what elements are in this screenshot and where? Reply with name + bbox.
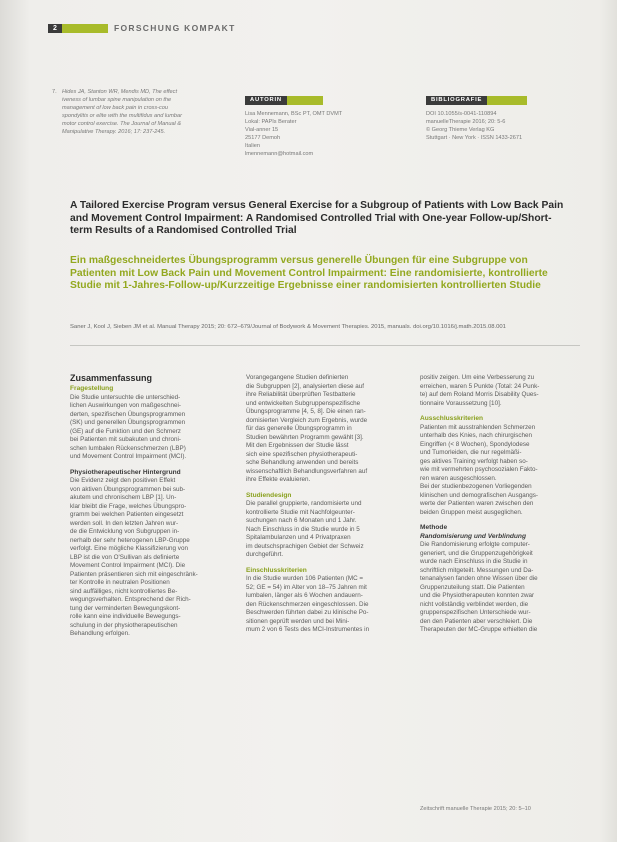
article-title-english: A Tailored Exercise Program versus General Exercise for a Subgroup of Patients with Low Back Pain and Movement Control Impairment: A Randomised Controlled Trial with One-year Follow-up/Short-term Results of a Randomised Controlled Trial — [70, 200, 564, 236]
text-line: sind auffälliges, nicht kontrolliertes Be- — [70, 587, 178, 595]
summary-heading: Zusammenfassung — [70, 373, 153, 383]
text-line: generiert, und die Gruppenzugehörigkeit — [420, 549, 533, 557]
author-label: AUTORIN — [245, 96, 287, 105]
text-line: LBP ist die von O'Sullivan als definierte — [70, 553, 180, 561]
author-box — [245, 96, 395, 158]
text-line: werte der Patienten waren zwischen den — [420, 500, 534, 507]
reference-line: Manipulative Therapy. 2016; 17: 237-245. — [62, 129, 166, 135]
text-line: Studien bewährten Programm gewählt [3]. — [246, 433, 364, 441]
text-line: Bei der studienbezogenen Vorliegenden — [420, 483, 532, 490]
text-line: Movement Control Impairment (MCI). Die — [70, 562, 186, 569]
text-line: Die Studie untersuchte die unterschied- — [70, 393, 181, 401]
text-line: domisierten Vergleich zum Ergebnis, wurde — [246, 416, 368, 424]
subheading-background: Physiotherapeutischer Hintergrund — [70, 468, 181, 476]
text-line: und die Physiotherapeuten konnten zwar — [420, 592, 535, 599]
text-line: (SK) und generellen Übungsprogrammen — [70, 419, 186, 426]
paragraph-prior-studies — [246, 374, 408, 485]
author-accent-bar — [287, 96, 323, 105]
bibliography-line: © Georg Thieme Verlag KG — [426, 127, 495, 133]
author-line: Vial-anner 15 — [245, 127, 279, 133]
text-line: suchungen nach 6 Monaten und 1 Jahr. — [246, 517, 357, 524]
column-3 — [420, 374, 585, 635]
text-line: Mit den Ergebnissen der Studie lässt — [246, 442, 349, 449]
header-accent-bar — [62, 24, 108, 33]
author-line: Lokal: PAPIs Berater — [245, 119, 297, 125]
bibliography-line: Stuttgart · New York · ISSN 1433-2671 — [426, 135, 523, 141]
text-line: tenanalysen fanden ohne Wissen über die — [420, 575, 538, 582]
subheading-method: Methode — [420, 524, 448, 531]
article-title-german: Ein maßgeschneidertes Übungsprogramm versus generelle Übungen für eine Subgruppe von Patienten mit Low Back Pain und Movement Control Impairment: Eine randomisierte, kontrollierte Studie mit 1-Jahres-Follow-up/Kurzzeitige Ergebnisse einer randomisierten kontrollierten Studie — [70, 255, 548, 291]
text-line: Gruppenzuteilung statt. Die Patienten — [420, 583, 525, 591]
text-line: Eingriffen (< 8 Wochen), Spondylodese — [420, 440, 530, 448]
text-line: klinischen und demografischen Ausgangs- — [420, 491, 538, 499]
author-line: Italien — [245, 143, 260, 149]
text-line: akutem und chronischem LBP [1]. Un- — [70, 494, 177, 501]
text-line: erreichen, waren 5 Punkte (Total: 24 Punk- — [420, 382, 540, 390]
text-line: Therapeuten der MC-Gruppe erhielten die — [420, 626, 538, 633]
text-line: und entwickelten Subgruppenspezifische — [246, 399, 361, 407]
subheading-exclusion: Ausschlusskriterien — [420, 415, 484, 422]
subheading-question: Fragestellung — [70, 385, 114, 392]
text-line: sich eine spezifischen physiotherapeuti- — [246, 450, 358, 458]
author-line: 25177 Demoh — [245, 135, 281, 141]
text-line: Patienten mit ausstrahlenden Schmerzen — [420, 423, 536, 431]
text-line: nerhalb der sehr heterogenen LBP-Gruppe — [70, 536, 190, 544]
text-line: de die Entwicklung von Subgruppen in- — [70, 528, 180, 535]
reference-7 — [52, 88, 232, 136]
text-line: te) auf dem Roland Morris Disability Ques- — [420, 391, 539, 398]
text-line: im deutschsprachigen Gebiet der Schweiz — [246, 542, 364, 550]
article-citation: Saner J, Kool J, Sieben JM et al. Manual Therapy 2015; 20: 672–679/Journal of Bodywork & Movement Therapies. 2015, manuals. doi.org/10.1016/j.math.2015.08.001 — [70, 324, 506, 330]
paragraph-rmdq — [420, 374, 585, 408]
text-line: den den Patienten aber verschleiert. Die — [420, 617, 533, 625]
text-line: klar bleibt die Frage, welches Übungspro- — [70, 502, 187, 510]
text-line: Die Randomisierung erfolgte computer- — [420, 541, 530, 548]
reference-line: Hides JA, Stanton WR, Mendis MD, The effect — [62, 89, 178, 95]
text-line: ges aktives Training verfolgt haben so- — [420, 457, 528, 465]
text-line: Übungsprogramme [4, 5, 8]. Die einen ran- — [246, 408, 366, 415]
text-line: sche Behandlung anwenden und bereits — [246, 459, 359, 466]
column-2 — [246, 374, 408, 635]
text-line: sitionen geprüft werden und bei Mini- — [246, 617, 350, 625]
text-line: wissenschaftlich Behandlungsverfahren auf — [246, 467, 368, 475]
section-title: FORSCHUNG KOMPAKT — [114, 23, 236, 33]
bibliography-line: manuelleTherapie 2016; 20: 5-6 — [426, 119, 506, 125]
text-line: wurde nach Einschluss in die Studie in — [420, 558, 528, 565]
text-line: ihre Reliabilität überprüften Testbatterie — [246, 391, 356, 398]
text-line: Nach Einschluss in die Studie wurde in 5 — [246, 525, 360, 533]
text-line: wie mit vermehrten psychosozialen Fakto- — [420, 466, 538, 473]
reference-line: spondylitis or elite with the multifidus and lumbar — [62, 113, 183, 119]
text-line: beiden Gruppen meist ausgeglichen. — [420, 508, 523, 516]
subheading-randomisation: Randomisierung und Verblindung — [420, 532, 526, 540]
text-line: schen lumbalen Rückenschmerzen (LBP) — [70, 444, 186, 452]
text-line: ihre Effekte evaluieren. — [246, 476, 311, 483]
text-line: kontrollierte Studie mit Nachfolgeunter- — [246, 508, 355, 516]
subheading-inclusion: Einschlusskriterien — [246, 566, 307, 574]
text-line: In die Studie wurden 106 Patienten (MC = — [246, 575, 364, 582]
text-line: verfolgt. Eine mögliche Klassifizierung von — [70, 545, 188, 552]
paragraph-inclusion — [246, 575, 408, 635]
text-line: gruppenspezifischen Unterschiede wur- — [420, 609, 531, 616]
text-line: werden soll. In den letzten Jahren wur- — [70, 519, 179, 527]
column-1 — [70, 373, 230, 639]
text-line: Vorangegangene Studien definierten — [246, 374, 349, 381]
text-line: Behandlung erfolgen. — [70, 630, 130, 637]
bibliography-doi: DOI 10.1055/s-0041-110894 — [426, 111, 497, 117]
paragraph-exclusion — [420, 424, 585, 518]
text-line: Beschwerden führten dabei zu klinische Po- — [246, 609, 369, 616]
text-line: die Subgruppen [2], analysierten diese auf — [246, 382, 364, 390]
text-line: und Tumorleiden, die nur regelmäßi- — [420, 449, 522, 456]
text-line: lumbalen, länger als 6 Wochen andauern- — [246, 592, 363, 599]
paragraph-background — [70, 477, 230, 639]
text-line: tung der verminderten Bewegungskont- — [70, 604, 181, 612]
text-line: mum 2 von 6 Tests des MCI-Instrumentes in — [246, 626, 370, 633]
text-line: tionnaire Voraussetzung [10]. — [420, 399, 502, 407]
reference-number: 7. — [52, 89, 57, 95]
text-line: unterhalb des Knies, nach chirurgischen — [420, 432, 533, 439]
text-line: schulung in der physiotherapeutischen — [70, 621, 178, 629]
text-line: (GE) auf die Funktion und den Schmerz — [70, 427, 181, 435]
text-line: gramm bei welchen Patienten eingesetzt — [70, 511, 184, 518]
text-line: ren waren ausgeschlossen. — [420, 474, 497, 482]
bibliography-box — [426, 96, 576, 142]
page-number: 2 — [48, 24, 62, 33]
bibliography-accent-bar — [487, 96, 527, 105]
reference-line: motor control exercise. The Journal of Manual & — [62, 121, 182, 127]
text-line: derten, spezifischen Übungsprogrammen — [70, 410, 186, 418]
author-line: Lisa Mennemann, BSc PT, OMT DVMT — [245, 111, 343, 117]
text-line: rolle kann eine individuelle Bewegungs- — [70, 613, 181, 620]
page-header — [48, 22, 236, 34]
text-line: für das generelle Übungsprogramm in — [246, 425, 352, 432]
text-line: Die Evidenz zeigt den positiven Effekt — [70, 477, 176, 484]
text-line: lichen Auswirkungen von maßgeschnei- — [70, 402, 181, 409]
text-line: positiv zeigen. Um eine Verbesserung zu — [420, 374, 535, 381]
text-line: ter Kontrolle in neutralen Positionen — [70, 579, 170, 586]
author-email[interactable]: lmennemann@hotmail.com — [245, 151, 314, 157]
reference-line: management of low back pain in cross-cou — [62, 105, 169, 111]
bibliography-label: BIBLIOGRAFIE — [426, 96, 487, 105]
text-line: von aktiven Übungsprogrammen bei sub- — [70, 485, 186, 493]
subheading-design: Studiendesign — [246, 491, 292, 499]
paragraph-design — [246, 500, 408, 560]
text-line: nicht vollständig verblindet werden, die — [420, 600, 529, 608]
text-line: Spitalambulanzen und 4 Privatpraxen — [246, 534, 351, 541]
text-line: Patienten präsentieren sich mit eingeschränk- — [70, 570, 198, 578]
title-divider — [70, 345, 580, 346]
journal-footer: Zeitschrift manuelle Therapie 2015; 20: 5–10 — [420, 806, 531, 812]
reference-line: iveness of lumbar spine manipulation on the — [62, 97, 172, 103]
text-line: schriftlich mitgeteilt. Messungen und Da- — [420, 566, 534, 574]
text-line: wegungsverhalten. Entsprechend der Rich- — [70, 596, 191, 603]
text-line: den Rückenschmerzen eingeschlossen. Die — [246, 600, 369, 608]
text-line: bei Patienten mit subakuten und chroni- — [70, 436, 181, 443]
text-line: Die parallel gruppierte, randomisierte und — [246, 500, 362, 507]
paragraph-randomisation — [420, 541, 585, 635]
text-line: und Movement Control Impairment (MCI). — [70, 453, 187, 460]
text-line: 52; GE = 54) im Alter von 18–75 Jahren mit — [246, 583, 367, 591]
text-line: durchgeführt. — [246, 551, 284, 558]
paragraph-question — [70, 394, 230, 462]
